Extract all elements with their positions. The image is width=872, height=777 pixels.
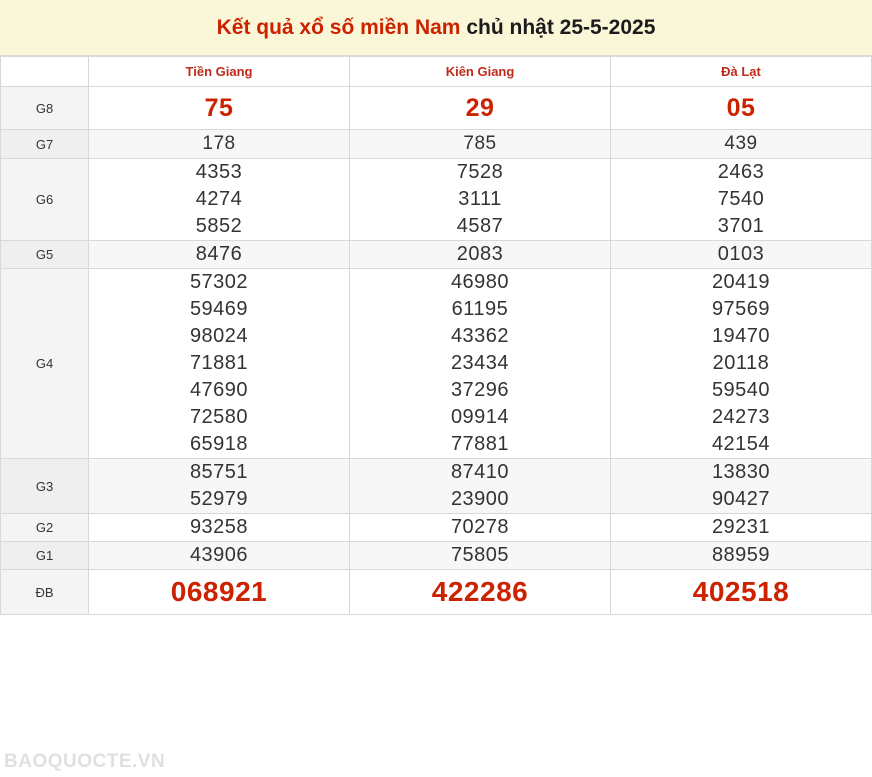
prize-number: 93258 (189, 516, 249, 538)
prize-number: 439 (724, 133, 758, 154)
prize-cell (611, 514, 872, 542)
page-title-suffix: chủ nhật 25-5-2025 (460, 15, 656, 39)
prize-label: G4 (1, 269, 89, 459)
table-row (1, 542, 872, 570)
prize-label: G2 (1, 514, 89, 542)
prize-cell (89, 241, 350, 269)
prize-number: 4353 (195, 161, 243, 183)
prize-cell (350, 570, 611, 615)
table-row (1, 459, 872, 514)
prize-number: 59540 (711, 379, 771, 401)
prize-number: 13830 (711, 461, 771, 483)
table-row (1, 130, 872, 159)
table-row (1, 87, 872, 130)
prize-cell (611, 87, 872, 130)
prize-label: G7 (1, 130, 89, 159)
prize-number: 0103 (717, 243, 765, 265)
prize-number: 785 (463, 133, 497, 154)
column-header-province-1: Tiền Giang (89, 57, 350, 87)
prize-number: 7540 (717, 188, 765, 210)
prize-cell (89, 87, 350, 130)
prize-label: ĐB (1, 570, 89, 615)
watermark: BAOQUOCTE.VN (4, 751, 166, 772)
page-title-prefix: Kết quả xổ số miền Nam (216, 15, 461, 39)
table-body (1, 87, 872, 615)
prize-number: 37296 (450, 379, 510, 401)
prize-label: G1 (1, 542, 89, 570)
prize-number: 43906 (189, 544, 249, 566)
prize-number: 61195 (451, 298, 509, 320)
prize-cell (89, 542, 350, 570)
prize-number: 42154 (711, 433, 771, 455)
prize-cell (611, 130, 872, 159)
table-row (1, 241, 872, 269)
prize-number: 70278 (450, 516, 510, 538)
prize-cell (350, 241, 611, 269)
prize-number: 88959 (711, 544, 771, 566)
prize-number: 97569 (711, 298, 771, 320)
prize-cell (350, 542, 611, 570)
prize-cell (350, 87, 611, 130)
prize-number: 98024 (189, 325, 249, 347)
table-row (1, 269, 872, 459)
prize-number: 20118 (712, 352, 770, 374)
prize-number: 4274 (195, 188, 243, 210)
prize-number: 4587 (456, 215, 504, 237)
prize-number: 77881 (450, 433, 510, 455)
prize-number: 3701 (717, 215, 765, 237)
prize-cell (350, 130, 611, 159)
prize-number: 402518 (692, 576, 790, 607)
page-header (0, 0, 872, 56)
prize-number: 178 (202, 133, 236, 154)
prize-label: G8 (1, 87, 89, 130)
prize-number: 72580 (189, 406, 249, 428)
prize-number: 20419 (711, 271, 771, 293)
prize-cell (611, 570, 872, 615)
prize-number: 2083 (456, 243, 504, 265)
prize-number: 57302 (189, 271, 249, 293)
prize-cell (350, 159, 611, 241)
column-header-province-3: Đà Lạt (611, 57, 872, 87)
prize-cell (89, 269, 350, 459)
prize-number: 5852 (195, 215, 243, 237)
page-title (217, 16, 656, 40)
prize-number: 23900 (450, 488, 510, 510)
prize-cell (611, 542, 872, 570)
prize-number: 52979 (189, 488, 249, 510)
prize-cell (350, 269, 611, 459)
prize-cell (89, 570, 350, 615)
prize-number: 05 (726, 94, 756, 122)
prize-number: 09914 (450, 406, 510, 428)
prize-number: 8476 (195, 243, 243, 265)
prize-number: 19470 (711, 325, 771, 347)
prize-cell (350, 514, 611, 542)
prize-cell (89, 130, 350, 159)
prize-number: 75805 (450, 544, 510, 566)
prize-label: G5 (1, 241, 89, 269)
prize-number: 7528 (456, 161, 504, 183)
prize-number: 85751 (189, 461, 249, 483)
prize-number: 29231 (711, 516, 771, 538)
prize-cell (611, 269, 872, 459)
prize-cell (89, 459, 350, 514)
prize-number: 068921 (170, 576, 268, 607)
prize-number: 47690 (189, 379, 249, 401)
prize-label: G6 (1, 159, 89, 241)
prize-cell (611, 459, 872, 514)
prize-cell (611, 159, 872, 241)
prize-number: 71881 (189, 352, 249, 374)
corner-cell (1, 57, 89, 87)
prize-number: 3111 (458, 188, 502, 210)
table-row (1, 570, 872, 615)
prize-number: 90427 (711, 488, 771, 510)
prize-cell (89, 514, 350, 542)
table-row (1, 514, 872, 542)
prize-number: 23434 (450, 352, 510, 374)
prize-number: 422286 (431, 576, 529, 607)
prize-number: 24273 (711, 406, 771, 428)
prize-number: 87410 (450, 461, 510, 483)
prize-cell (350, 459, 611, 514)
table-row (1, 159, 872, 241)
prize-number: 59469 (189, 298, 249, 320)
column-header-province-2: Kiên Giang (350, 57, 611, 87)
results-table (0, 56, 872, 615)
prize-number: 29 (465, 94, 495, 122)
prize-number: 43362 (450, 325, 510, 347)
prize-cell (611, 241, 872, 269)
prize-number: 65918 (189, 433, 249, 455)
prize-number: 75 (204, 94, 234, 122)
prize-number: 2463 (717, 161, 765, 183)
prize-number: 46980 (450, 271, 510, 293)
table-header-row (1, 57, 872, 87)
prize-cell (89, 159, 350, 241)
prize-label: G3 (1, 459, 89, 514)
